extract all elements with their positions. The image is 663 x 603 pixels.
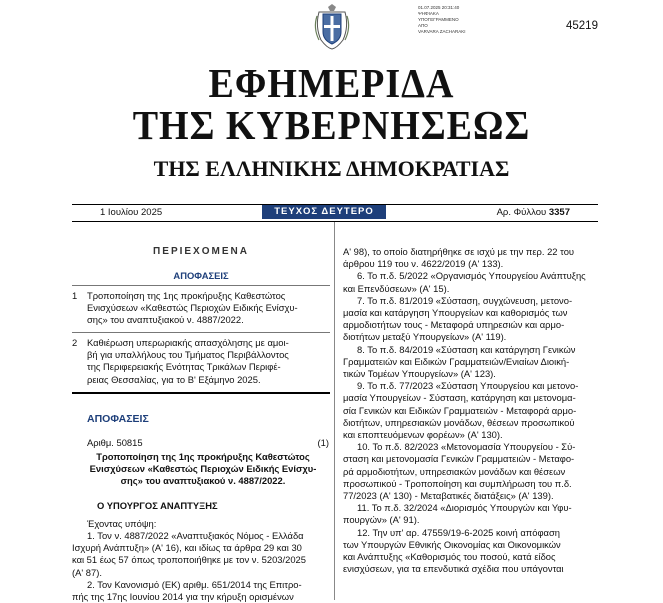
decision-number-row [87,437,329,449]
contents-item-line: βή για υπαλλήλους του Τμήματος Περιβάλλοντος [87,349,289,361]
paragraph-line: 2. Τον Κανονισμό (ΕΚ) αριθμ. 651/2014 της Επιτρο- [87,579,302,590]
paragraph-line: σταση και μετονομασία Γενικών Γραμματειών - Μεταφο- [343,453,575,465]
contents-item-2 [72,337,334,387]
contents-item-line: Καθιέρωση υπερωριακής απασχόλησης με αμοι- [87,337,289,348]
band-bottom-rule [72,221,598,222]
contents-rule [72,285,330,286]
right-paragraph-10 [343,441,605,502]
issue-type: ΤΕΥΧΟΣ ΔΕΥΤΕΡΟ [262,205,386,219]
minister-heading: Ο ΥΠΟΥΡΓΟΣ ΑΝΑΠΤΥΞΗΣ [97,500,218,511]
right-paragraph-8 [343,344,605,381]
paragraph-line: και 51 έως 57 όπως τροποποιήθηκε με τον ν. 5203/2025 [72,554,306,566]
issue-band [72,205,598,219]
contents-item-1 [72,290,334,330]
decision-title [72,451,334,488]
paragraph-line: 7. Το π.δ. 81/2019 «Σύσταση, συγχώνευση, μετονο- [357,294,573,306]
decision-index: (1) [317,437,329,448]
greek-coat-of-arms-icon [307,2,357,52]
paragraph-line: ενισχύσεων, για τα επενδυτικά σχέδια που υπάγονται [343,563,564,575]
paragraph-line: ρά αρμοδιοτήτων, υπηρεσιακών μονάδων και θέσεων [343,465,566,477]
decision-title-line: Τροποποίηση της 1ης προκήρυξης Καθεστώτος [96,451,310,462]
contents-item-line: σης» του αναπτυξιακού ν. 4887/2022. [87,314,244,326]
considering-label: Έχοντας υπόψη: [87,518,157,529]
meta-line: ΨΗΦΙΑΚΑ [418,11,439,16]
right-paragraph-6 [343,270,605,294]
contents-rule [72,332,330,333]
meta-line: VARVARA ZACHARAKI [418,29,466,34]
paragraph-line: Γραμματειών και Ειδικών Γραμματειών/Ενιαίων Διοική- [343,355,570,367]
paragraph-line: διοτήτων, υπηρεσιακών μονάδων, θέσεων προσωπικού [343,416,575,428]
meta-line: ΑΠΟ [418,23,428,28]
column-divider [334,222,335,600]
paragraph-line: Ισχυρή Ανάπτυξη» (Α' 16), και ιδίως τα άρθρα 29 και 30 [72,542,302,554]
paragraph-line: αρμοδιοτήτων τους - Μεταφορά υπηρεσιών και αρμο- [343,319,565,331]
contents-item-line: ρειας Θεσσαλίας, για το Β' Εξάμηνο 2025. [87,373,261,385]
paragraph-line: τικών Τομέων Υπουργείων» (Α' 123). [343,368,496,380]
paragraph-line: μασία και κατάργηση Υπουργείων και καθορισμός των [343,307,568,319]
sheet-number-label: Αρ. Φύλλου 3357 [496,207,570,218]
decision-title-line: Ενισχύσεων «Καθεστώς Περιοχών Ειδικής Ενίσχυ- [89,463,317,475]
paragraph-line: προσωπικού - Τροποποίηση και συμπλήρωση του π.δ. [343,477,572,489]
paragraph-line: και Επενδύσεων» (Α' 15). [343,282,450,294]
contents-item-number: 2 [72,337,78,348]
paragraph-line: και Ανάπτυξης «Καθορισμός του ποσού, κατά είδος [343,551,556,563]
paragraph-line: άρθρου 119 του ν. 4622/2019 (Α' 133). [343,258,504,270]
paragraph-line: 77/2023 (Α' 130) - Μεταβατικές διατάξεις» (Α' 139). [343,490,554,502]
right-column [343,246,605,575]
meta-line: ΥΠΟΓΕΓΡΑΜΜΕΝΟ [418,17,459,22]
paragraph-line: Α' 98), το οποίο διατηρήθηκε σε ισχύ με την περ. 22 του [343,246,575,257]
paragraph-line: 9. Το π.δ. 77/2023 «Σύσταση Υπουργείου και μετονο- [357,380,579,392]
gazette-subtitle: ΤΗΣ ΕΛΛΗΝΙΚΗΣ ΔΗΜΟΚΡΑΤΙΑΣ [153,156,510,181]
paragraph-line: πής της 17ης Ιουνίου 2014 για την κήρυξη ορισμένων [72,591,294,603]
digital-signature-meta [418,5,466,35]
left-paragraph-2 [72,579,334,603]
right-paragraph-9 [343,380,605,441]
paragraph-line: πουργών» (Α' 91). [343,514,420,526]
contents-item-number: 1 [72,290,78,301]
right-paragraph-7 [343,295,605,344]
gazette-title-line1: ΕΦΗΜΕΡΙΔΑ [208,61,455,107]
contents-item-line: της Περιφερειακής Ενότητας Τρικάλων Περιφέ- [87,361,281,373]
left-paragraph-1 [72,530,334,579]
page-number: 45219 [566,20,598,32]
contents-section-heading: ΑΠΟΦΑΣΕΙΣ [173,270,229,281]
contents-heading: ΠΕΡΙΕΧΟΜΕΝΑ [153,246,249,257]
contents-item-line: Τροποποίηση της 1ης προκήρυξης Καθεστώτος [87,290,286,301]
paragraph-line: σία Γενικών και Ειδικών Γραμματειών - Μεταφορά αρμο- [343,404,577,416]
contents-item-line: Ενισχύσεων «Καθεστώς Περιοχών Ειδικής Ενίσχυ- [87,302,298,314]
meta-line: 01.07.2025 20:31:40 [418,5,460,10]
decision-title-line: σης» του αναπτυξιακού ν. 4887/2022. [120,475,286,487]
paragraph-line: και εποπτευόμενων φορέων» (Α' 130). [343,429,503,441]
gazette-title-line2: ΤΗΣ ΚΥΒΕΡΝΗΣΕΩΣ [132,103,531,149]
paragraph-line: των Υπουργών Εθνικής Οικονομίας και Οικονομικών [343,538,561,550]
paragraph-line: 11. Το π.δ. 32/2024 «Διορισμός Υπουργών και Υφυ- [357,502,572,514]
contents-end-rule [72,392,330,394]
paragraph-line: 1. Τον ν. 4887/2022 «Αναπτυξιακός Νόμος - Ελλάδα [87,530,304,541]
right-paragraph-11 [343,502,605,526]
paragraph-line: 12. Την υπ' αρ. 47559/19-6-2025 κοινή απόφαση [357,526,560,538]
issue-date: 1 Ιουλίου 2025 [100,207,163,218]
paragraph-line: διοτήτων μεταξύ Υπουργείων» (Α' 119). [343,331,507,343]
paragraph-line: 6. Το π.δ. 5/2022 «Οργανισμός Υπουργείου Ανάπτυξης [357,270,586,282]
right-paragraph-12 [343,527,605,576]
paragraph-line: (Α' 87). [72,566,102,578]
decision-number: Αριθμ. 50815 [87,437,143,448]
decisions-heading: ΑΠΟΦΑΣΕΙΣ [87,413,149,425]
paragraph-line: μασία Υπουργείων - Σύσταση, κατάργηση και μετονομα- [343,392,576,404]
paragraph-line: 8. Το π.δ. 84/2019 «Σύσταση και κατάργηση Γενικών [357,343,576,355]
right-paragraph-5-cont [343,246,605,270]
sheet-number: 3357 [548,207,570,218]
paragraph-line: 10. Το π.δ. 82/2023 «Μετονομασία Υπουργείου - Σύ- [357,441,576,453]
